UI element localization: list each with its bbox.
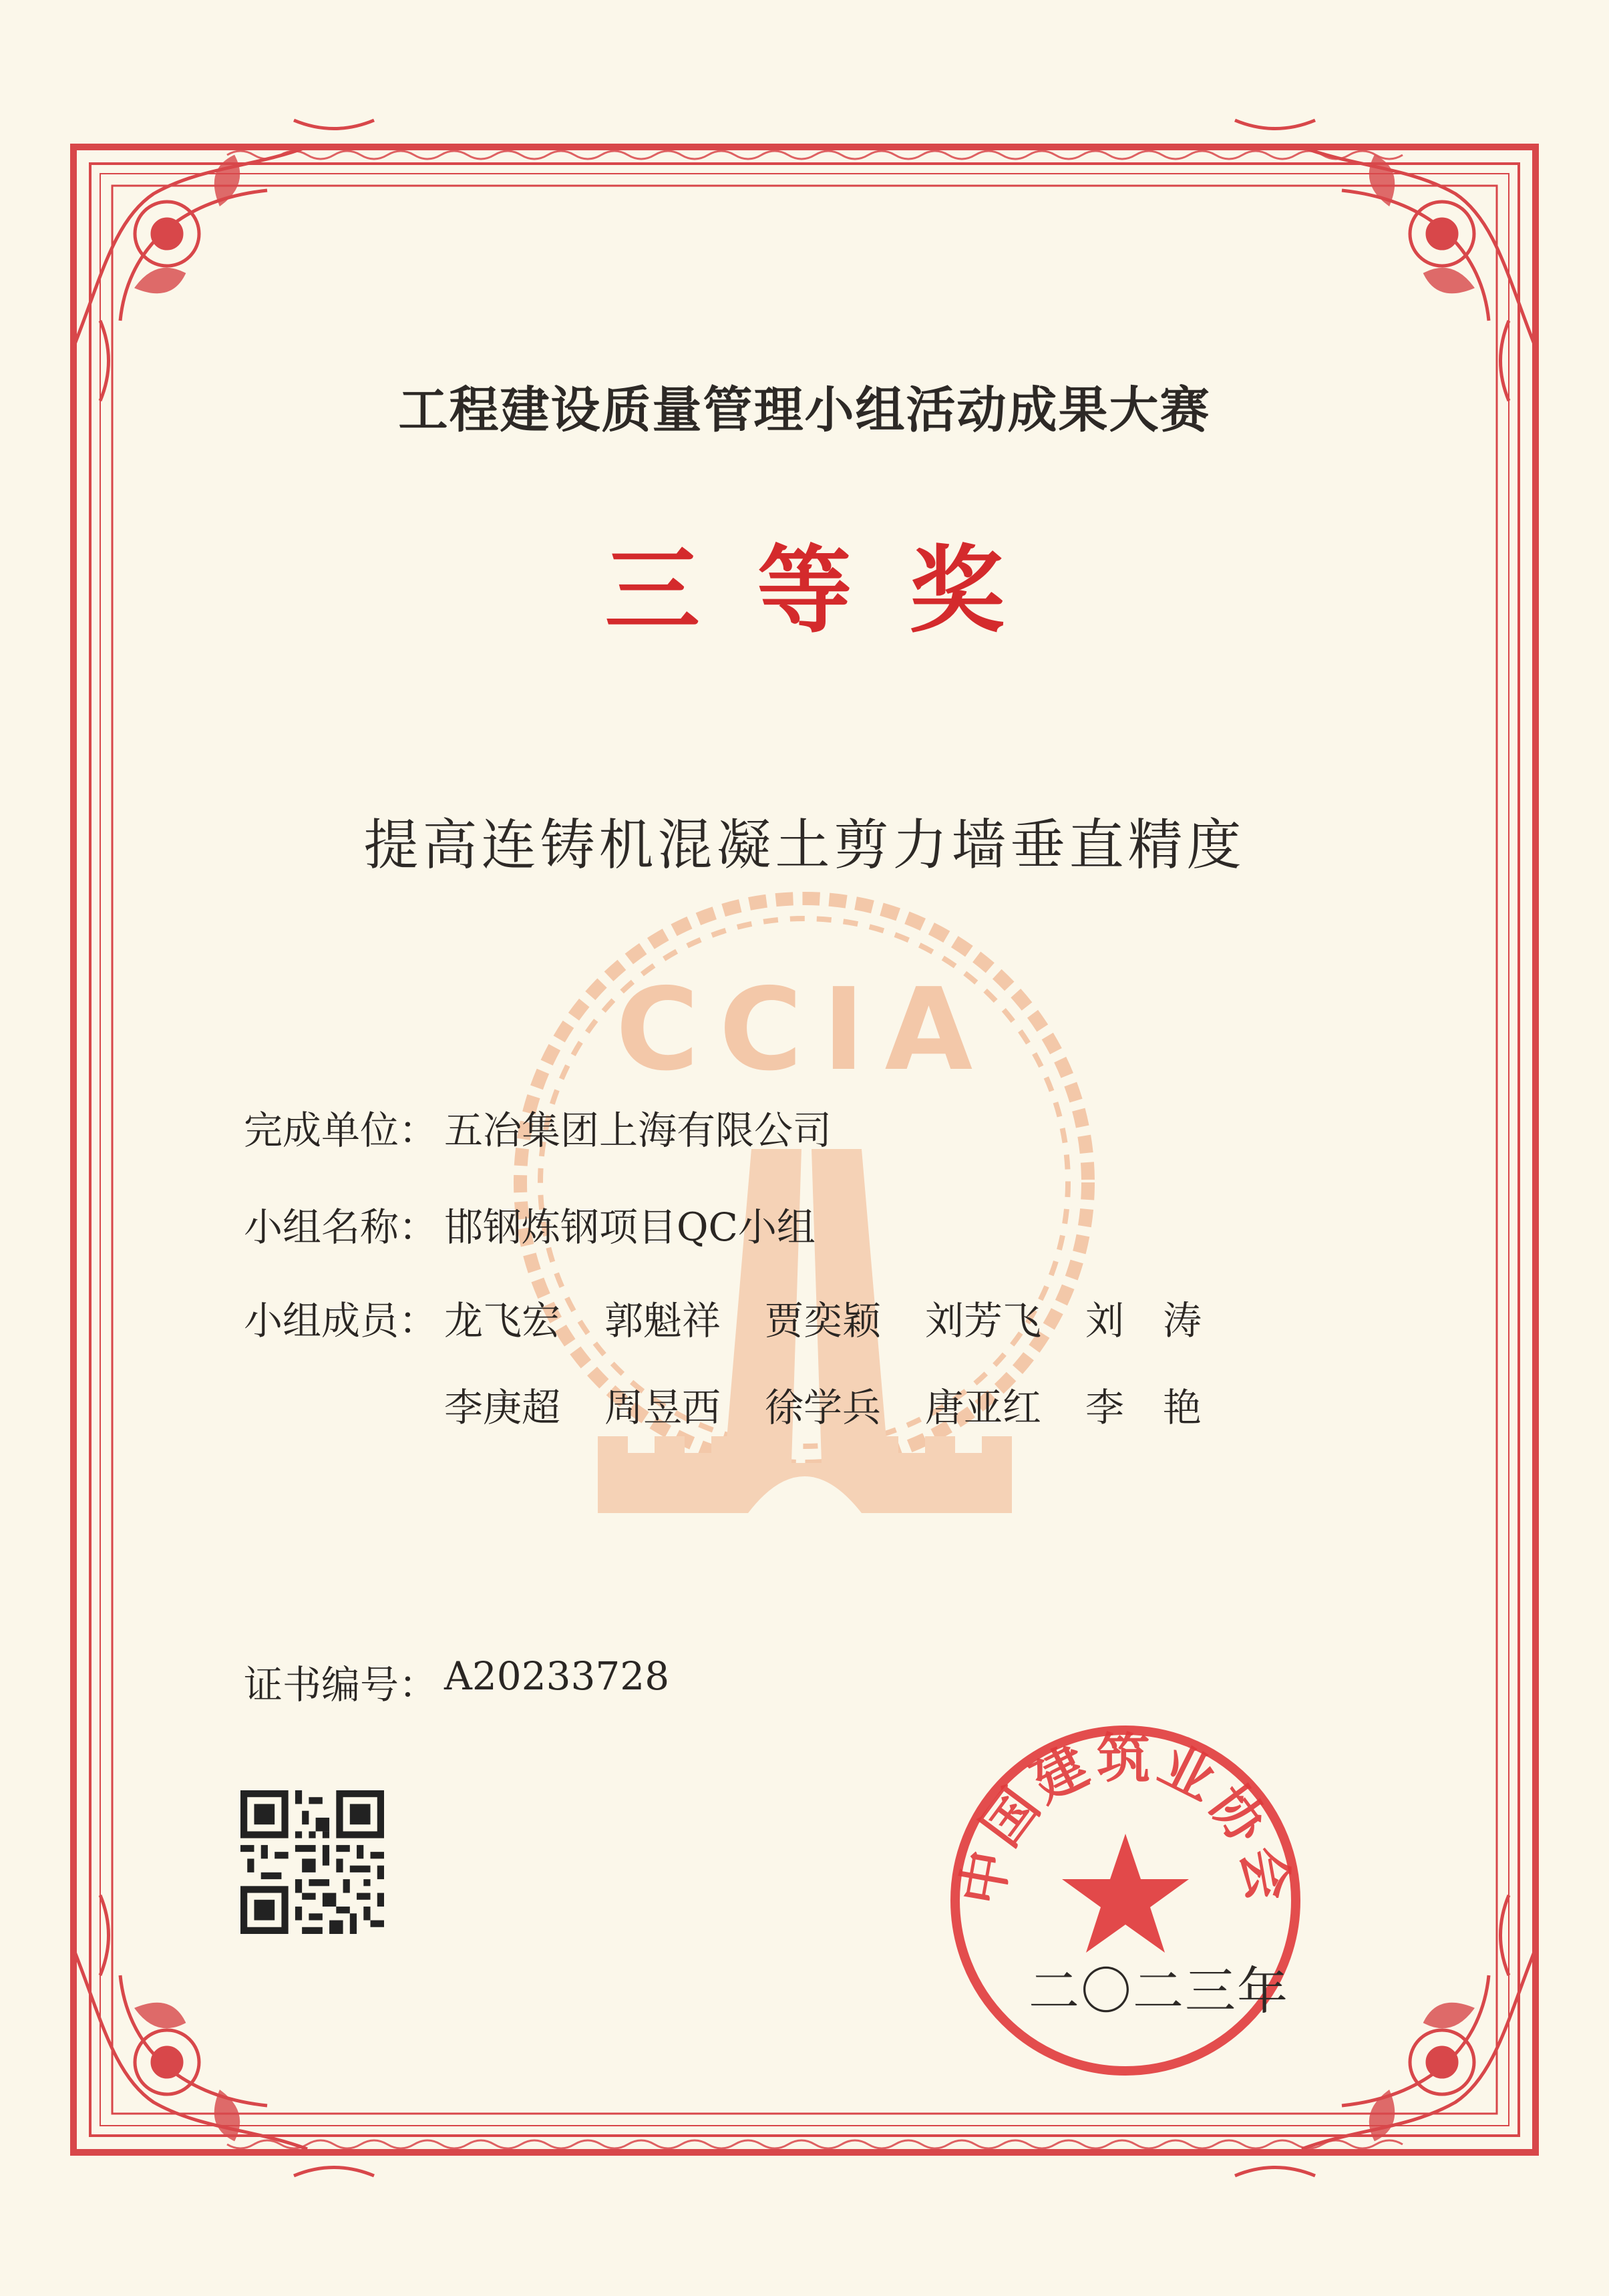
member-name: 徐学兵 bbox=[765, 1385, 882, 1430]
qr-code-icon bbox=[240, 1790, 384, 1934]
project-title: 提高连铸机混凝土剪力墙垂直精度 bbox=[363, 814, 1246, 877]
member-name: 郭魁祥 bbox=[604, 1298, 721, 1343]
member-name: 李庚超 bbox=[444, 1385, 561, 1430]
seal-text: 中国建筑业协会 bbox=[950, 1728, 1301, 1910]
member-name: 龙飞宏 bbox=[444, 1298, 561, 1343]
event-title: 工程建设质量管理小组活动成果大赛 bbox=[398, 381, 1211, 439]
watermark-text: CCIA bbox=[615, 964, 993, 1096]
certificate-no-label: 证书编号： bbox=[244, 1662, 438, 1707]
member-name: 周昱西 bbox=[604, 1385, 721, 1430]
certificate-no: A20233728 bbox=[444, 1653, 670, 1699]
member-name: 刘芳飞 bbox=[925, 1298, 1042, 1343]
unit-value: 五冶集团上海有限公司 bbox=[444, 1108, 832, 1153]
unit-label: 完成单位： bbox=[244, 1108, 438, 1153]
group-label: 小组名称： bbox=[244, 1204, 438, 1250]
member-name: 唐亚红 bbox=[925, 1385, 1042, 1430]
issue-date: 二〇二三年 bbox=[1029, 1961, 1289, 2021]
member-name: 贾奕颖 bbox=[765, 1298, 882, 1343]
award-level: 三等奖 bbox=[604, 535, 1062, 646]
official-seal-icon bbox=[945, 1720, 1306, 2081]
member-name: 李 艳 bbox=[1085, 1385, 1202, 1430]
member-name: 刘 涛 bbox=[1085, 1298, 1202, 1343]
group-value: 邯钢炼钢项目QC小组 bbox=[444, 1204, 816, 1250]
members-label: 小组成员： bbox=[244, 1298, 438, 1343]
